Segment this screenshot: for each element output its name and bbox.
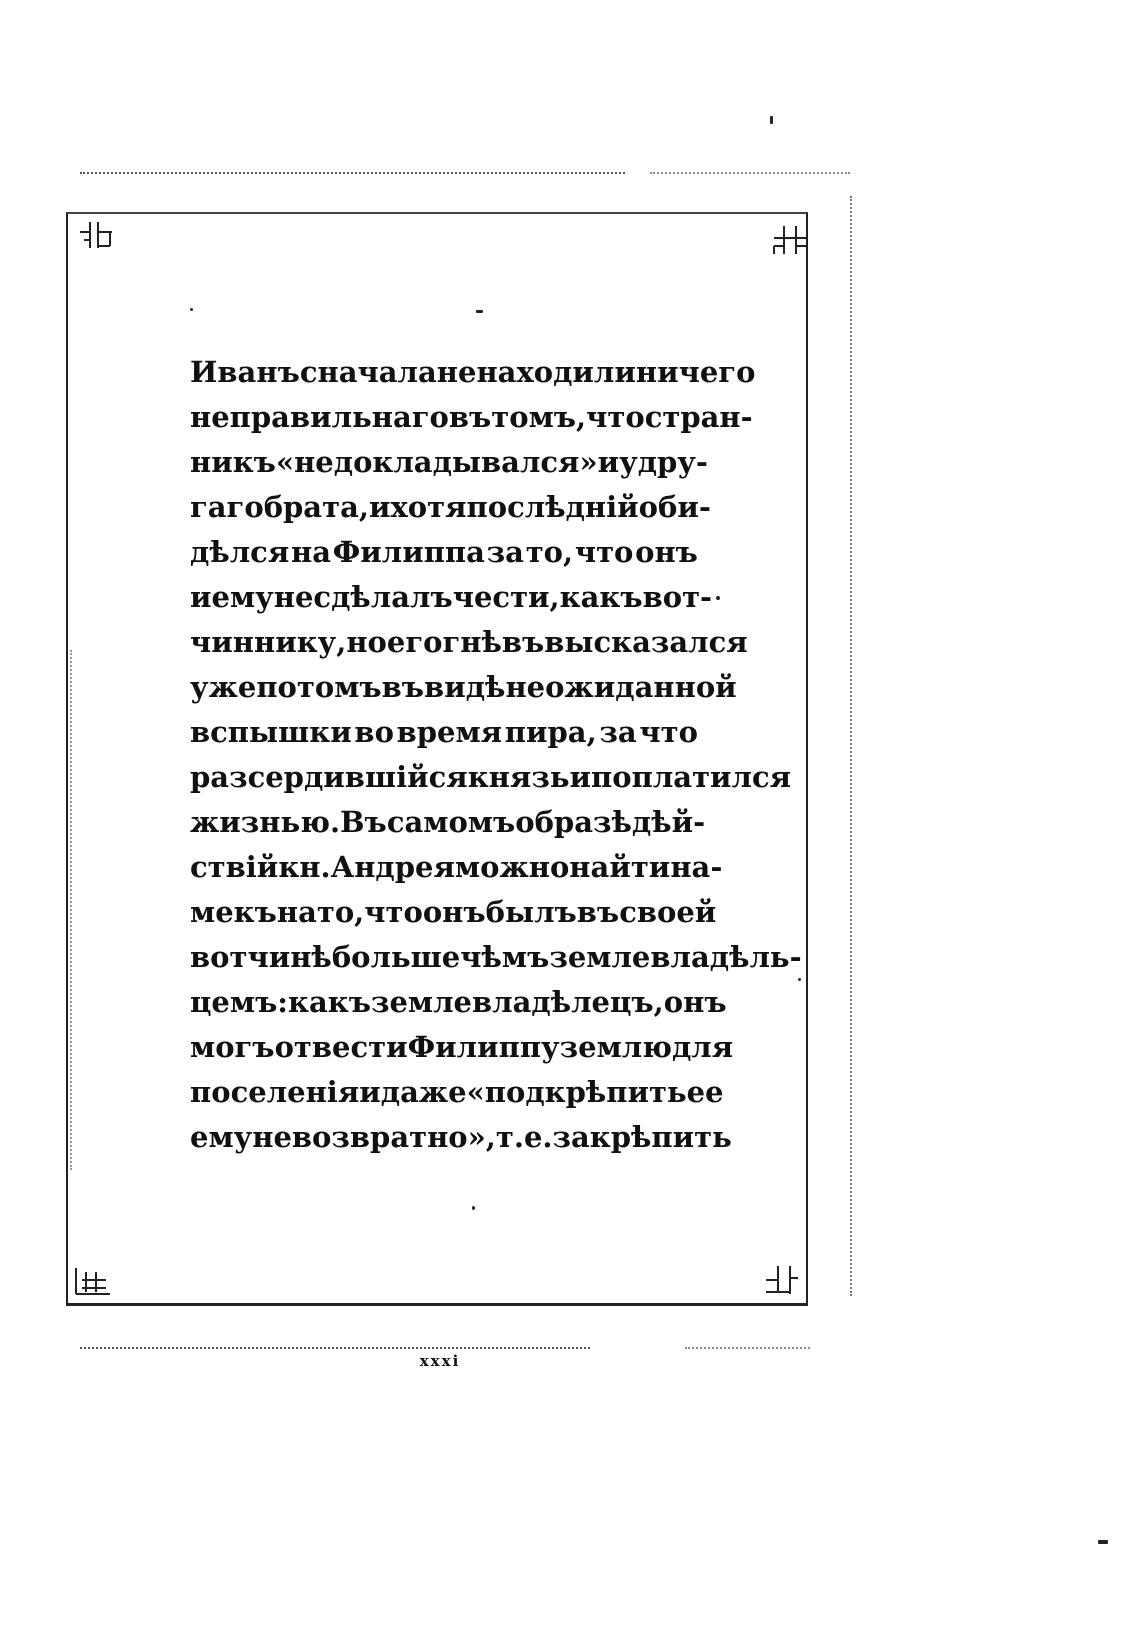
top-dotted-rule-right xyxy=(650,172,850,174)
text-line-7: чиннику, но его гнѣвъ высказался xyxy=(190,625,748,659)
bottom-dotted-rule xyxy=(80,1347,590,1349)
text-line-4: гаго брата, и хотя послѣдній оби- xyxy=(190,490,711,524)
text-line-6: и ему не сдѣлалъ чести, какъ вот- xyxy=(190,580,713,614)
text-line-15: цемъ: какъ землевладѣлецъ, онъ xyxy=(190,985,727,1019)
ink-speck xyxy=(716,596,720,600)
top-dotted-rule xyxy=(80,172,625,174)
text-line-17: поселенія и даже «подкрѣпить ее xyxy=(190,1075,724,1109)
ink-speck xyxy=(476,310,483,313)
corner-ornament-top-right xyxy=(770,222,810,256)
text-line-3: никъ «не докладывался» и у дру- xyxy=(190,445,708,479)
text-line-1: Иванъ сначала не находили ничего xyxy=(190,355,756,389)
text-line-11: жизнью. Въ самомъ образѣ дѣй- xyxy=(190,805,706,839)
text-line-12: ствій кн. Андрея можно найти на- xyxy=(190,850,723,884)
text-line-10: разсердившійся князь и поплатился xyxy=(190,760,792,794)
ink-speck xyxy=(1098,1540,1108,1544)
bottom-dotted-rule-right xyxy=(685,1347,810,1349)
ink-speck xyxy=(190,308,193,311)
text-line-8: уже потомъ въ видѣ неожиданной xyxy=(190,670,737,704)
corner-ornament-top-left xyxy=(76,218,116,252)
corner-ornament-bottom-right xyxy=(762,1262,802,1296)
text-line-14: вотчинѣ больше чѣмъ землевладѣль- xyxy=(190,940,802,974)
text-line-13: мекъ на то, что онъ былъ въ своей xyxy=(190,895,717,929)
text-line-9: вспышки во время пира, за что xyxy=(190,715,698,749)
page-number: xxxi xyxy=(419,1352,461,1370)
text-line-16: могъ отвести Филиппу землю для xyxy=(190,1030,734,1064)
text-line-18: ему невозвратно», т. е. закрѣпить xyxy=(190,1120,732,1154)
ink-speck xyxy=(770,116,773,124)
right-margin-dots xyxy=(850,196,852,1296)
corner-ornament-bottom-left xyxy=(72,1264,112,1298)
text-line-5: дѣлся на Филиппа за то, что онъ xyxy=(190,535,698,569)
ink-speck xyxy=(472,1206,475,1210)
text-line-2: неправильнаго въ томъ, что стран- xyxy=(190,400,753,434)
body-text xyxy=(190,350,802,1160)
